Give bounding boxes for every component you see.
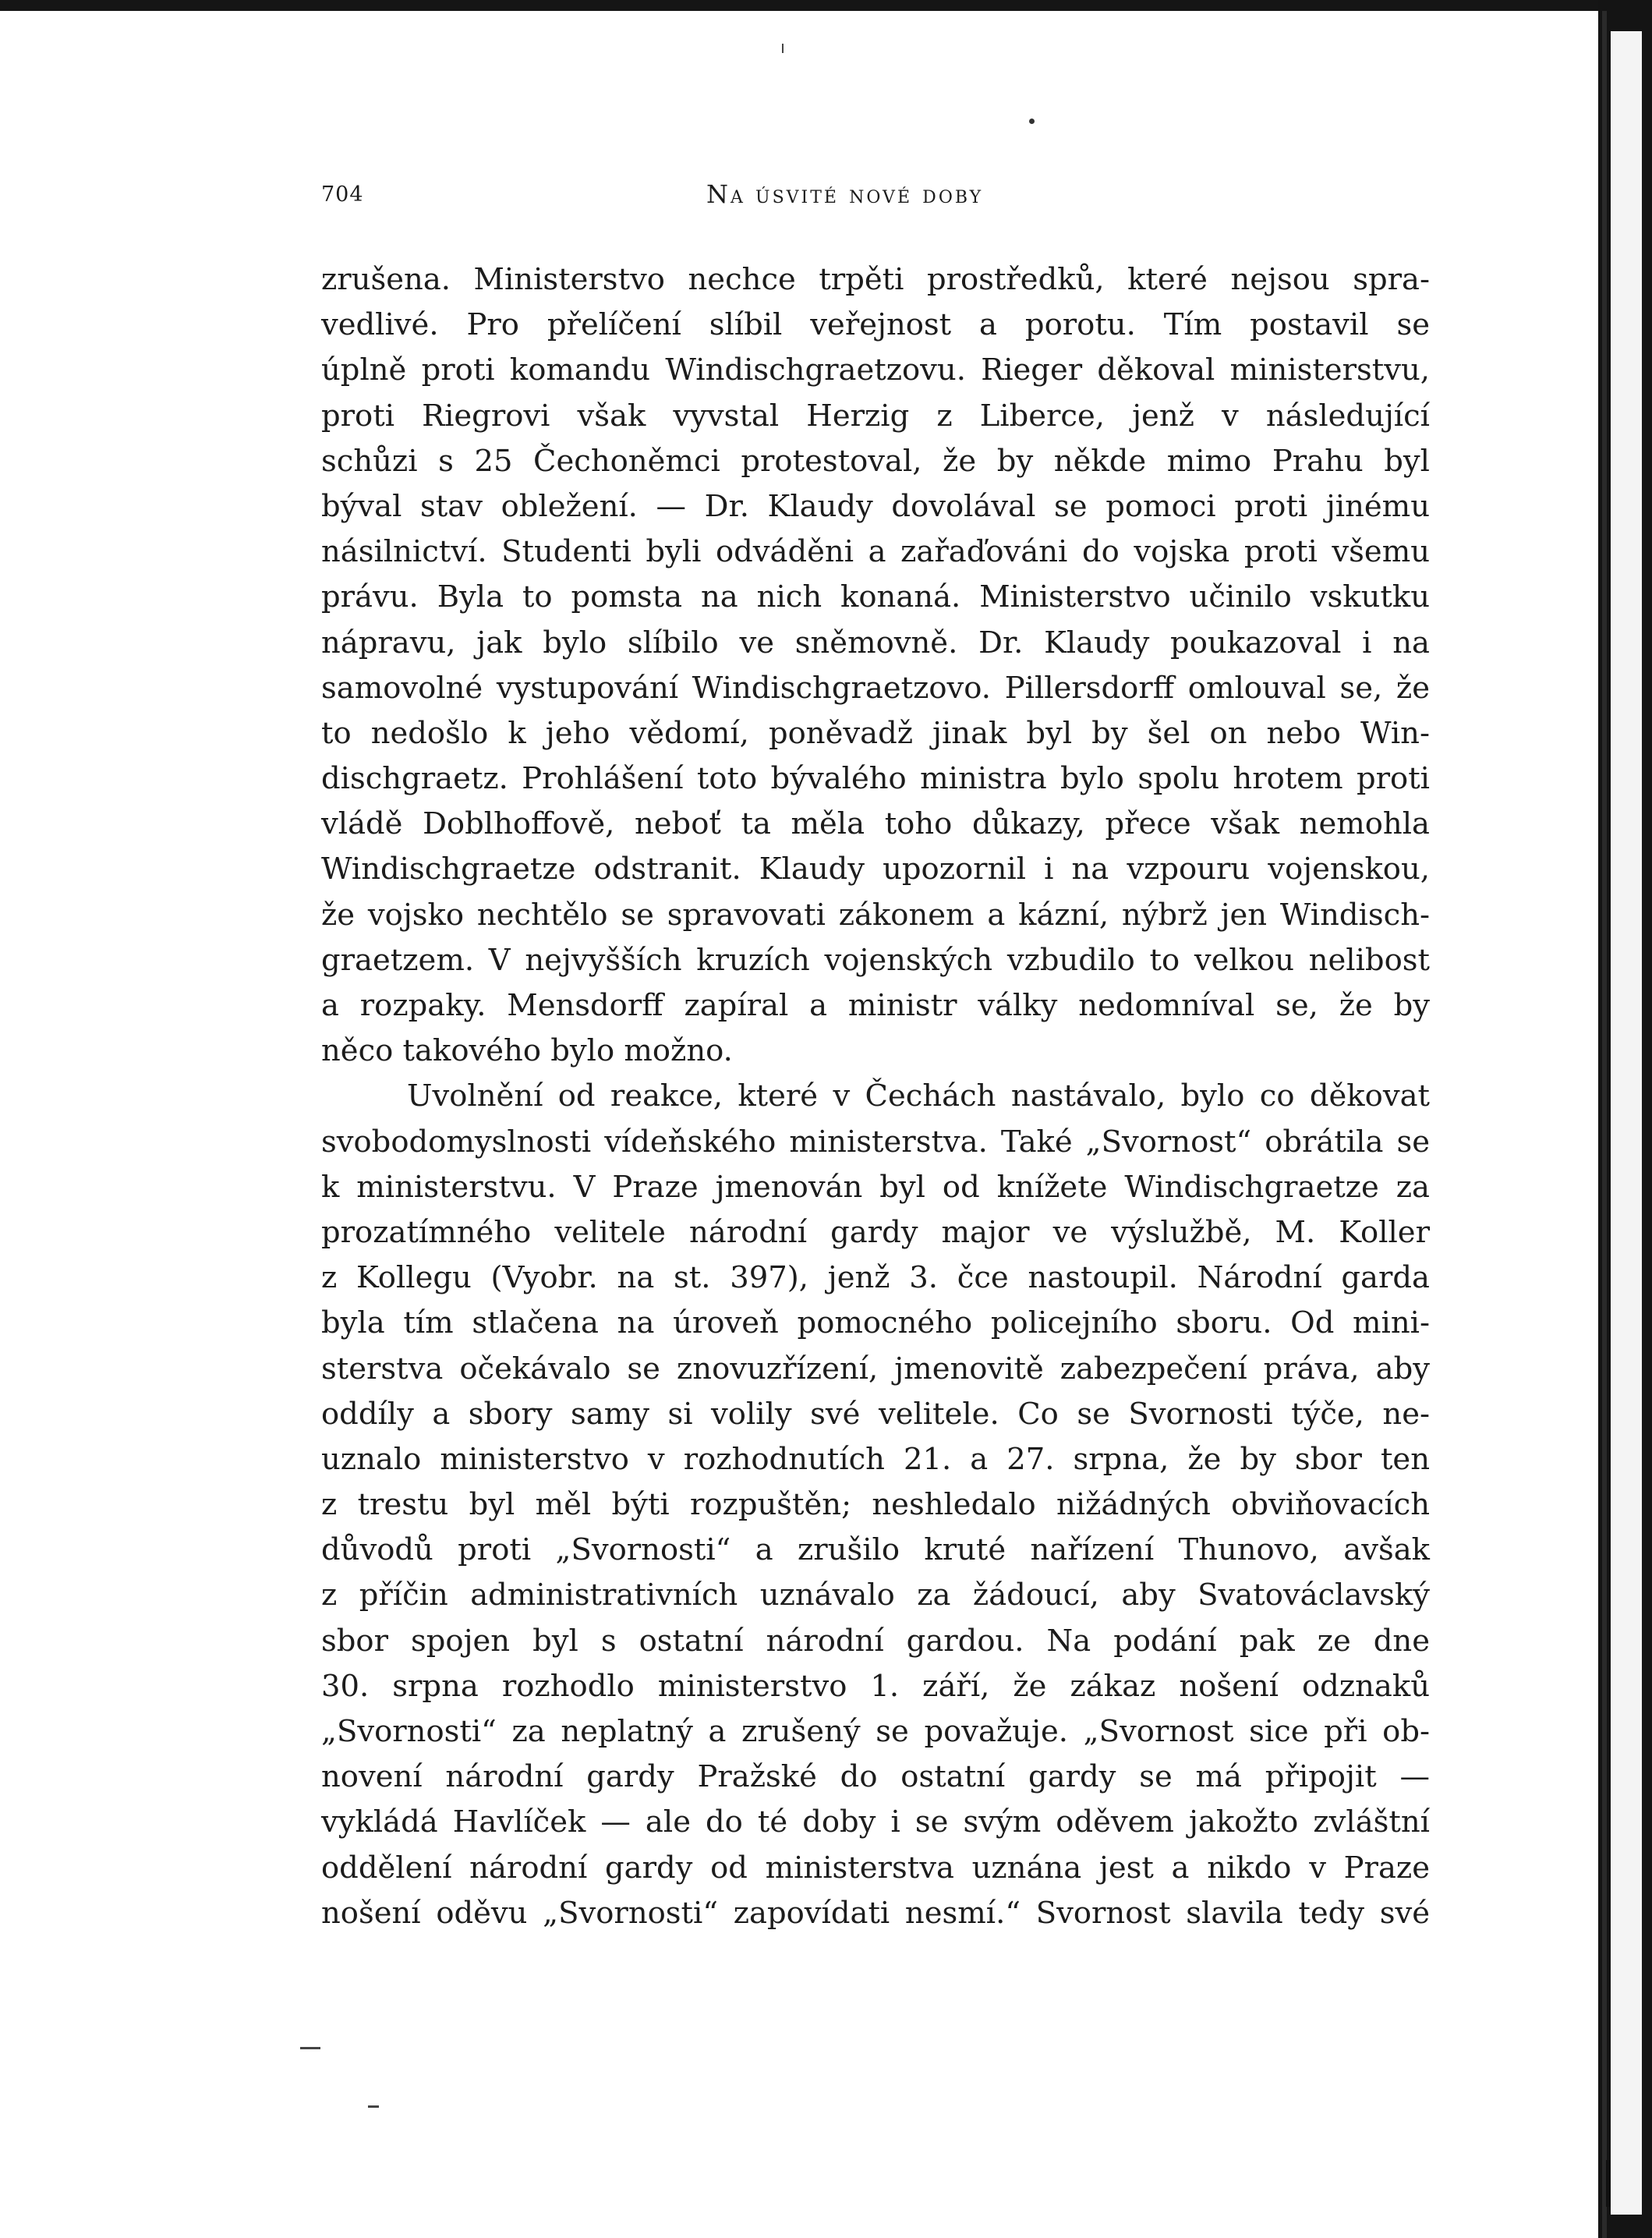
text-line: důvodů proti „Svornosti“ a zrušilo kruté nařízení Thunovo, avšak [321,1532,1430,1568]
scan-speck [368,2105,379,2108]
page-number: 704 [321,182,364,207]
scan-next-page-edge [1611,31,1642,2215]
text-line: něco takového bylo možno. [321,1033,733,1069]
text-line: Uvolnění od reakce, které v Čechách nastávalo, bylo co děkovat [407,1078,1430,1114]
paragraph [321,1074,1430,1936]
text-line: to nedošlo k jeho vědomí, poněvadž jinak byl by šel on nebo Win- [321,715,1430,751]
text-line: a rozpaky. Mensdorff zapíral a ministr války nedomníval se, že by [321,988,1430,1023]
text-line: býval stav obležení. — Dr. Klaudy dovolával se pomoci proti jinému [321,488,1430,524]
text-line: samovolné vystupování Windischgraetzovo. Pillersdorff omlouval se, že [321,670,1430,706]
text-line: „Svornosti“ za neplatný a zrušený se považuje. „Svornost sice při ob- [321,1714,1430,1749]
text-line: právu. Byla to pomsta na nich konaná. Ministerstvo učinilo vskutku [321,579,1430,615]
paragraph [321,257,1430,1074]
text-line: sterstva očekávalo se znovuzřízení, jmenovitě zabezpečení práva, aby [321,1351,1430,1386]
text-line: že vojsko nechtělo se spravovati zákonem a kázní, nýbrž jen Windisch- [321,897,1430,933]
text-line: Windischgraetze odstranit. Klaudy upozornil i na vzpouru vojenskou, [321,852,1430,887]
scan-speck [1606,2160,1611,2207]
scan-speck [1029,119,1035,124]
scan-speck [300,2047,320,2049]
text-line: svobodomyslnosti vídeňského ministerstva. Také „Svornost“ obrátila se [321,1124,1430,1160]
body-text [321,257,1430,1936]
text-line: uznalo ministerstvo v rozhodnutích 21. a 27. srpna, že by sbor ten [321,1441,1430,1477]
text-line: byla tím stlačena na úroveň pomocného policejního sboru. Od mini- [321,1305,1430,1341]
text-line: zrušena. Ministerstvo nechce trpěti prostředků, které nejsou spra- [321,262,1430,297]
running-head [321,178,1436,217]
text-line: sbor spojen byl s ostatní národní gardou. Na podání pak ze dne [321,1623,1430,1659]
text-line: 30. srpna rozhodlo ministerstvo 1. září, že zákaz nošení odznaků [321,1668,1430,1704]
text-line: oddělení národní gardy od ministerstva uznána jest a nikdo v Praze [321,1850,1430,1886]
text-line: z příčin administrativních uznávalo za žádoucí, aby Svatováclavský [321,1578,1430,1613]
text-line: schůzi s 25 Čechoněmci protestoval, že by někde mimo Prahu byl [321,443,1430,479]
text-line: násilnictví. Studenti byli odváděni a zařaďováni do vojska proti všemu [321,534,1430,570]
running-title: Na úsvité nové doby [706,179,984,209]
text-line: graetzem. V nejvyšších kruzích vojenských vzbudilo to velkou nelibost [321,942,1430,978]
text-line: z trestu byl měl býti rozpuštěn; neshledalo nižádných obviňovacích [321,1487,1430,1523]
scan-page-edge-line [1602,11,1607,2238]
text-line: oddíly a sbory samy si volily své velitele. Co se Svornosti týče, ne- [321,1396,1430,1432]
text-line: úplně proti komandu Windischgraetzovu. Rieger děkoval ministerstvu, [321,352,1430,388]
text-line: z Kollegu (Vyobr. na st. 397), jenž 3. čce nastoupil. Národní garda [321,1260,1430,1296]
text-line: nápravu, jak bylo slíbilo ve sněmovně. Dr. Klaudy poukazoval i na [321,625,1430,660]
text-line: novení národní gardy Pražské do ostatní gardy se má připojit — [321,1759,1430,1795]
text-line: vykládá Havlíček — ale do té doby i se svým oděvem jakožto zvláštní [321,1804,1430,1840]
text-line: k ministerstvu. V Praze jmenován byl od knížete Windischgraetze za [321,1169,1430,1205]
scan-speck [782,44,784,53]
text-line: vedlivé. Pro přelíčení slíbil veřejnost a porotu. Tím postavil se [321,307,1430,343]
scan-top-border [0,0,1652,11]
text-line: nošení oděvu „Svornosti“ zapovídati nesmí.“ Svornost slavila tedy své [321,1895,1430,1931]
text-line: prozatímného velitele národní gardy major ve výslužbě, M. Koller [321,1214,1430,1250]
text-line: dischgraetz. Prohlášení toto bývalého ministra bylo spolu hrotem proti [321,761,1430,797]
text-line: proti Riegrovi však vyvstal Herzig z Liberce, jenž v následující [321,398,1430,434]
text-line: vládě Doblhoffově, neboť ta měla toho důkazy, přece však nemohla [321,806,1430,842]
